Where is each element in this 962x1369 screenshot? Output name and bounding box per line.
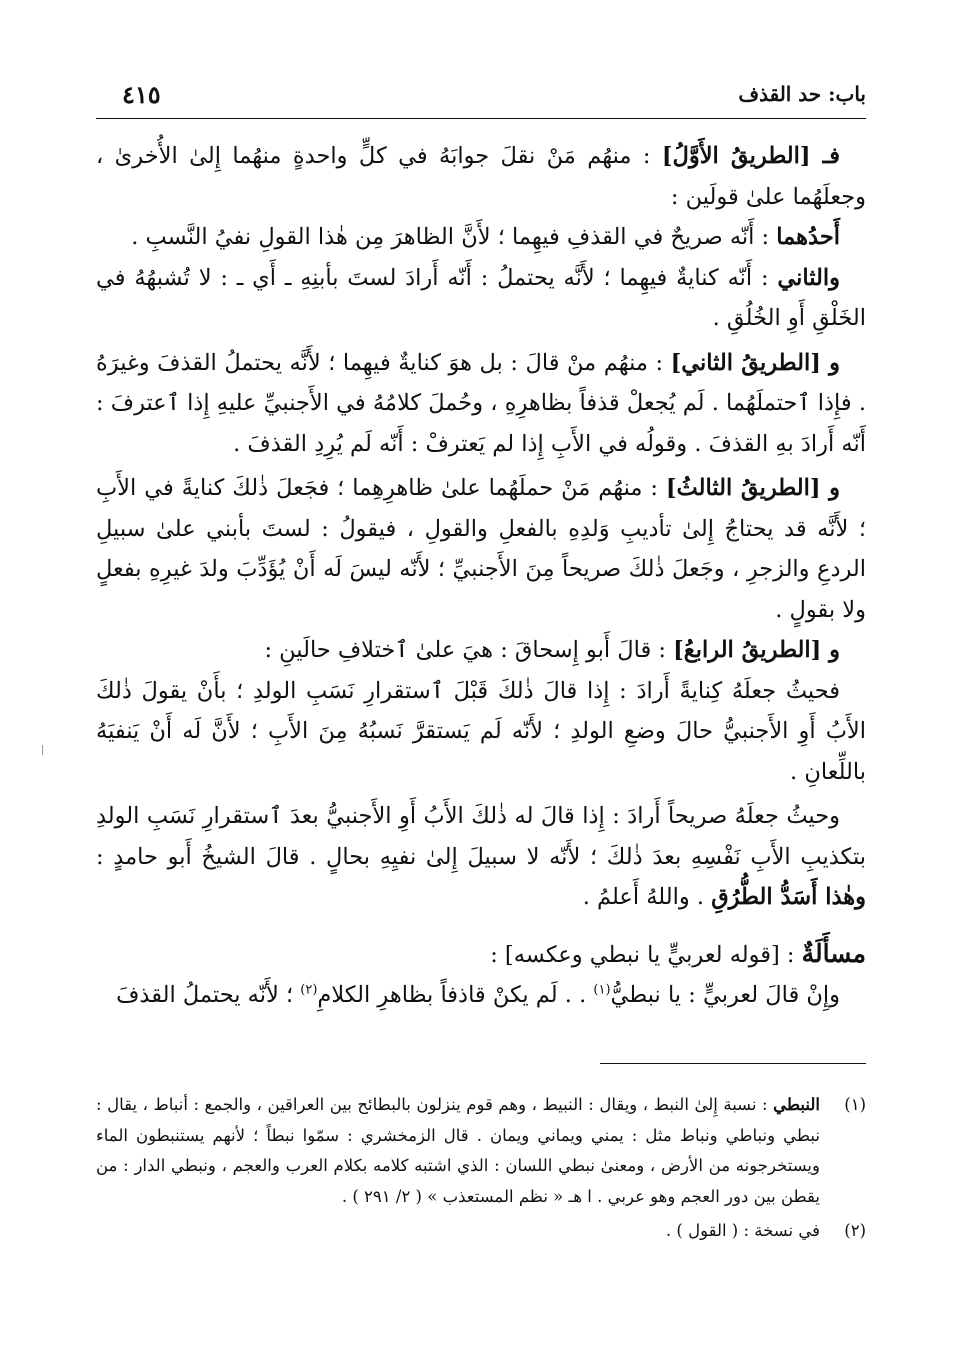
masala-heading: [96, 934, 866, 976]
paragraph-lead: فـ [الطريقُ الأَوَّلُ]: [661, 143, 840, 169]
footnote-number: (٢): [844, 1221, 866, 1240]
paragraph-third-method: [96, 468, 866, 630]
paragraph-kinaya-case: [96, 671, 866, 793]
margin-mark: [42, 745, 43, 755]
running-head: [96, 80, 866, 116]
paragraph-text: . . لَم يكنْ قاذفاً بظاهرِ الكلامِ: [317, 982, 594, 1008]
paragraph-text: ؛ لأَنّه يحتملُ القذفَ: [116, 982, 301, 1008]
header-rule: [96, 118, 866, 119]
footnote-2: [96, 1216, 866, 1247]
paragraph-lead: أَحدُهما: [776, 224, 840, 250]
masala-title: : [قوله لعربيٍّ يا نبطي وعكسه] :: [490, 941, 802, 968]
footnote-text: : نسبة إِلىٰ النبط ، ويقال : النبيط ، وهم قوم ينزلون بالبطائح بين العراقين ، والجمع : أنباط ، يقال : نبطي ونباطي ونباط مثل : يمني ويماني ويمان . قال الزمخشري : سمّوا نبطاً ؛ لأنهم يستنبطون الماء ويستخرجونه من الأرض ، ومعنىٰ نبطي اللسان : الذي اشتبه كلامه بكلام العرب والعجم ، ونبطي الدار : من يقطن بين دور العجم وهو عربي . ا هـ « نظم المستعذب » ( ٢/ ٢٩١ ) .: [96, 1095, 820, 1206]
footnote-ref-2[interactable]: (٢): [300, 982, 318, 998]
footnote-ref-1[interactable]: (١): [593, 982, 611, 998]
paragraph-text: : منهُم مَنْ حملَهُما علىٰ ظاهرِهِما ؛ فجَعلَ ذٰلكَ كنايةً في الأَبِ ؛ لأَنَّه قد يحتاجُ إِلىٰ تأديبِ وَلدِهِ بالفعلِ والقولِ ، فيقولُ : لستَ بأبني علىٰ سبيلِ الردعِ والزجرِ ، وجَعلَ ذٰلكَ صريحاً مِنَ الأَجنبيِّ ؛ لأَنّه ليسَ لَه أَنْ يُؤَدِّبَ ولدَ غيرِهِ بفعلٍ ولا بقولٍ .: [96, 475, 866, 623]
paragraph-text-tail: . واللهُ أَعلمُ .: [582, 884, 712, 910]
paragraph-second-opinion: [96, 258, 866, 339]
footnote-number: (١): [844, 1095, 866, 1114]
paragraph-text: فحيثُ جعلَهُ كِنايةً أَرادَ : إِذا قالَ ذٰلكَ قَبْلَ ٱستقرارِ نَسَبِ الولدِ ؛ بأَنْ يقولَ ذٰلكَ الأَبُ أَوِ الأَجنبيُّ حالَ وضعِ الولدِ ؛ لأَنّه لَم يَستقرَّ نَسبُهُ مِنَ الأَبِ ؛ لأَنَّ لَه أَنْ يَنفيَهُ باللِّعانِ .: [96, 677, 866, 785]
footnote-term: النبطي: [773, 1095, 820, 1114]
page-number: ٤١٥: [122, 80, 161, 109]
main-text: [96, 136, 866, 1016]
footnote-text: في نسخة : ( القول ) .: [665, 1221, 820, 1240]
paragraph-lead: والثاني: [777, 264, 840, 291]
paragraph-text: : قالَ أَبو إِسحاقَ : هيَ علىٰ ٱختلافِ حالَينِ :: [264, 637, 674, 663]
chapter-title: باب: حد القذف: [738, 82, 866, 106]
paragraph-first-opinion: [96, 217, 866, 258]
paragraph-first-method: [96, 136, 866, 217]
paragraph-sarih-case: [96, 796, 866, 918]
paragraph-text: وحيثُ جعلَهُ صريحاً أَرادَ : إِذا قالَ له ذٰلكَ الأَبُ أَوِ الأَجنبيُّ بعدَ ٱستقرارِ نَسَبِ الولدِ بتكذيبِ الأَبِ نَفْسِهِ بعدَ ذٰلكَ ؛ لأَنّه لا سبيلَ إِلىٰ نفيِهِ بحالٍ . قالَ الشيخُ أَبو حامدٍ :: [96, 803, 866, 870]
paragraph-text: : منهُم منْ قالَ : بل هوَ كنايةٌ فيهِما ؛ لأَنَّه يحتملُ القذفَ وغيرَهُ . فإِذا ٱحتملَهُما . لَم يُجعلْ قذفاً بظاهرِهِ ، وحُملَ كلامُهُ في الأَجنبيِّ عليهِ إِذا ٱعترفَ : أَنّه أَرادَ بهِ القذفَ . وقولُه في الأَبِ إِذا لم يَعترفْ : أَنّه لَم يُرِدِ القذفَ .: [96, 349, 866, 457]
footnote-separator: [600, 1063, 866, 1064]
paragraph-text: : منهُم مَنْ نقلَ جوابَهُ في كلٍّ واحدةٍ منهُما إِلىٰ الأُخرىٰ ، وجعلَهُما علىٰ قولَين :: [96, 143, 866, 210]
paragraph-text: : أَنّه صريحٌ في القذفِ فيهِما ؛ لأَنَّ الظاهرَ مِن هٰذا القولِ نفيُ النَّسبِ .: [131, 224, 777, 250]
paragraph-bold-phrase: وهٰذا أَسَدُّ الطُّرُقِ: [711, 884, 866, 910]
paragraph-lead: و [الطريقُ الثالثُ]: [665, 475, 841, 501]
paragraph-last-line: [96, 975, 866, 1016]
masala-label: مسأَلَةٌ: [801, 938, 866, 968]
paragraph-second-method: [96, 343, 866, 465]
paragraph-lead: و [الطريقُ الرابعُ]: [673, 637, 840, 663]
paragraph-lead: و [الطريقُ الثاني]: [670, 349, 840, 376]
paragraph-text: وإِنْ قالَ لعربيٍّ : يا نبطيُّ: [610, 982, 840, 1008]
paragraph-fourth-method: [96, 630, 866, 671]
footnotes: [96, 1090, 866, 1251]
footnote-1: [96, 1090, 866, 1212]
paragraph-text: : أَنّه كنايةٌ فيهِما ؛ لأَنَّه يحتملُ : أَنّه أَرادَ لستَ بأبنِهِ ـ أَي ـ : لا تُشبهُهُ في الخَلْقِ أَوِ الخُلُقِ .: [96, 264, 866, 331]
